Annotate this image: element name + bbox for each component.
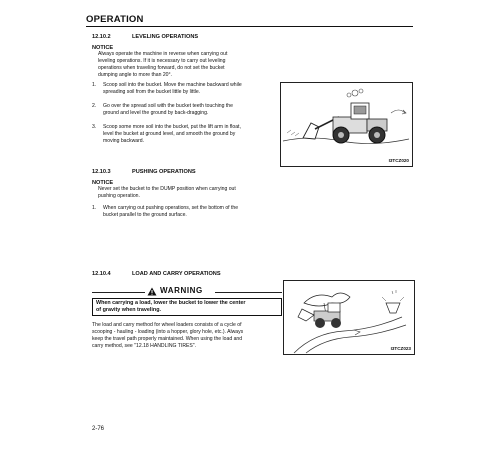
step-number: 3. <box>92 124 97 130</box>
step-line: Scoop some more soil into the bucket, put the lift arm in float, <box>103 124 241 130</box>
step-item <box>92 124 277 147</box>
section-number: 12.10.2 <box>92 34 111 40</box>
wheel-loader-illustration <box>281 83 412 166</box>
step-number: 1. <box>92 82 97 88</box>
warning-text <box>96 300 245 314</box>
page-header-title: OPERATION <box>86 14 144 25</box>
warning-label: WARNING <box>160 286 203 295</box>
figure-leveling <box>280 82 413 167</box>
section-title: LOAD AND CARRY OPERATIONS <box>132 271 221 277</box>
body-line: carry method, see "12.18 HANDLING TIRES". <box>92 343 197 349</box>
notice-line: Never set the bucket to the DUMP position when carrying out <box>98 186 236 192</box>
notice-label: NOTICE <box>92 45 114 51</box>
step-line: Scoop soil into the bucket. Move the machine backward while <box>103 82 242 88</box>
warning-box <box>92 298 282 316</box>
step-line: ground and level the ground by back-dragging. <box>103 110 209 116</box>
page-number: 2-76 <box>92 426 105 432</box>
step-line: When carrying out pushing operations, set the bottom of the <box>103 205 239 211</box>
figure-label: I3TCZ023 <box>390 346 411 351</box>
notice-line: pushing operation. <box>98 193 140 199</box>
notice-line: dumping angle to more than 20°. <box>98 72 172 78</box>
notice-label: NOTICE <box>92 180 114 186</box>
step-line: bucket parallel to the ground surface. <box>103 212 187 218</box>
body-paragraph <box>92 322 284 350</box>
warning-line: When carrying a load, lower the bucket to lower the center <box>96 300 246 306</box>
step-line: moving backward. <box>103 138 145 144</box>
figure-load-carry <box>283 280 415 355</box>
step-line: Go over the spread soil with the bucket teeth touching the <box>103 103 233 109</box>
step-line: level the bucket at ground level, and smooth the ground by <box>103 131 236 137</box>
body-line: The load and carry method for wheel loaders consists of a cycle of <box>92 322 242 328</box>
step-item <box>92 205 277 221</box>
body-line: scooping - hauling - loading (into a hopper, glory hole, etc.). Always <box>92 329 244 335</box>
section-title: LEVELING OPERATIONS <box>132 34 199 40</box>
header-rule <box>86 26 413 27</box>
warning-line: of gravity when traveling. <box>96 307 162 313</box>
section-number: 12.10.4 <box>92 271 111 277</box>
step-line: spreading soil from the bucket little by little. <box>103 89 201 95</box>
notice-line: leveling operations. If it is necessary to carry out leveling <box>98 58 226 64</box>
warning-triangle-icon <box>147 287 157 296</box>
warning-heading <box>145 286 215 298</box>
section-number: 12.10.3 <box>92 169 111 175</box>
step-item <box>92 82 277 98</box>
load-carry-illustration <box>284 281 414 354</box>
notice-line: Always operate the machine in reverse when carrying out <box>98 51 228 57</box>
step-number: 2. <box>92 103 97 109</box>
step-item <box>92 103 277 119</box>
notice-line: operations when traveling forward, do not set the bucket <box>98 65 225 71</box>
notice-text <box>98 186 278 200</box>
section-title: PUSHING OPERATIONS <box>132 169 196 175</box>
step-number: 1. <box>92 205 97 211</box>
notice-text <box>98 51 273 79</box>
body-line: keep the travel path properly maintained. When using the load and <box>92 336 243 342</box>
figure-label: I3TCZ020 <box>388 158 409 163</box>
